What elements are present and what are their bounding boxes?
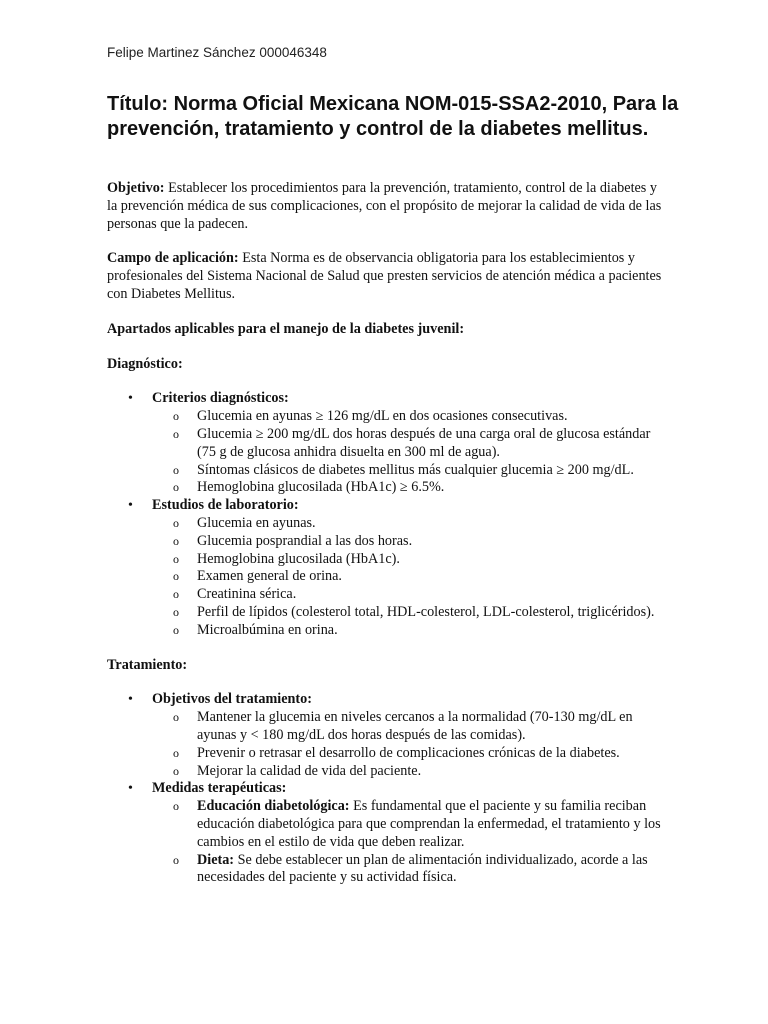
tratamiento-list — [107, 691, 667, 887]
campo-paragraph — [107, 250, 667, 303]
objetivos-label: Objetivos del tratamiento: — [152, 691, 312, 708]
list-item — [152, 852, 667, 888]
objetivo-paragraph — [107, 180, 667, 233]
list-item-text: Mejorar la calidad de vida del paciente. — [197, 762, 422, 779]
bullet-circle-icon: o — [173, 480, 179, 495]
bullet-circle-icon: o — [173, 604, 179, 619]
objetivos-sublist — [152, 709, 667, 780]
objetivo-text: Establecer los procedimientos para la prevención, tratamiento, control de la diabetes y la prevención médica de sus complicaciones, con el propósito de mejorar la calidad de vida de las personas que la padecen. — [107, 180, 662, 232]
objetivos-item — [107, 691, 667, 780]
medidas-item — [107, 780, 667, 887]
list-item-text: Síntomas clásicos de diabetes mellitus más cualquier glucemia ≥ 200 mg/dL. — [197, 461, 634, 478]
criterios-sublist — [152, 408, 667, 497]
list-item-text: Microalbúmina en orina. — [197, 621, 338, 638]
list-item — [152, 604, 667, 622]
tratamiento-heading: Tratamiento: — [107, 656, 188, 673]
criterios-item — [107, 390, 667, 497]
bullet-circle-icon: o — [173, 462, 179, 477]
list-item — [152, 515, 667, 533]
list-item-text: Glucemia en ayunas. — [197, 514, 316, 531]
list-item — [152, 568, 667, 586]
list-item-text: Creatinina sérica. — [197, 586, 297, 603]
medida-text: Se debe establecer un plan de alimentación individualizado, acorde a las necesidades del paciente y su actividad física. — [197, 851, 648, 886]
medidas-sublist — [152, 798, 667, 887]
diagnostico-heading: Diagnóstico: — [107, 355, 183, 372]
bullet-circle-icon: o — [173, 622, 179, 637]
bullet-circle-icon: o — [173, 763, 179, 778]
list-item — [152, 622, 667, 640]
estudios-label: Estudios de laboratorio: — [152, 497, 299, 514]
bullet-dot-icon: • — [128, 781, 133, 797]
list-item — [152, 408, 667, 426]
bullet-circle-icon: o — [173, 710, 179, 725]
list-item — [152, 586, 667, 604]
list-item-text: Glucemia ≥ 200 mg/dL dos horas después de una carga oral de glucosa estándar (75 g de glucosa anhidra disuelta en 300 ml de agua). — [197, 425, 651, 460]
bullet-dot-icon: • — [128, 692, 133, 708]
list-item — [152, 426, 667, 462]
bullet-circle-icon: o — [173, 551, 179, 566]
list-item — [152, 533, 667, 551]
list-item — [152, 763, 667, 781]
bullet-circle-icon: o — [173, 799, 179, 814]
list-item — [152, 551, 667, 569]
list-item-text: Glucemia posprandial a las dos horas. — [197, 532, 413, 549]
list-item-text: Perfil de lípidos (colesterol total, HDL-colesterol, LDL-colesterol, triglicéridos). — [197, 603, 655, 620]
apartados-heading: Apartados aplicables para el manejo de la diabetes juvenil: — [107, 320, 465, 337]
list-item-text: Hemoglobina glucosilada (HbA1c) ≥ 6.5%. — [197, 479, 445, 496]
list-item — [152, 798, 667, 851]
medida-label: Dieta: — [197, 851, 235, 868]
criterios-label: Criterios diagnósticos: — [152, 390, 289, 407]
document-body — [107, 180, 667, 887]
objetivo-label: Objetivo: — [107, 180, 165, 196]
list-item-text: Examen general de orina. — [197, 568, 342, 585]
estudios-item — [107, 497, 667, 639]
list-item — [152, 479, 667, 497]
bullet-dot-icon: • — [128, 391, 133, 407]
bullet-circle-icon: o — [173, 409, 179, 424]
bullet-circle-icon: o — [173, 745, 179, 760]
list-item-text: Glucemia en ayunas ≥ 126 mg/dL en dos ocasiones consecutivas. — [197, 408, 568, 425]
diagnostico-list — [107, 390, 667, 639]
medida-label: Educación diabetológica: — [197, 798, 350, 815]
campo-text: Esta Norma es de observancia obligatoria para los establecimientos y profesionales del Sistema Nacional de Salud que presten servicios de atención médica a pacientes con Diabetes Mellitus. — [107, 250, 662, 302]
bullet-circle-icon: o — [173, 569, 179, 584]
bullet-dot-icon: • — [128, 498, 133, 514]
author-line: Felipe Martinez Sánchez 000046348 — [107, 45, 327, 60]
bullet-circle-icon: o — [173, 587, 179, 602]
medida-text: Es fundamental que el paciente y su familia reciban educación diabetológica para que comprendan la enfermedad, el tratamiento y los cambios en el estilo de vida que deben realizar. — [197, 798, 661, 850]
bullet-circle-icon: o — [173, 426, 179, 441]
bullet-circle-icon: o — [173, 533, 179, 548]
medidas-label: Medidas terapéuticas: — [152, 780, 287, 797]
list-item-text: Prevenir o retrasar el desarrollo de complicaciones crónicas de la diabetes. — [197, 744, 620, 761]
list-item — [152, 745, 667, 763]
bullet-circle-icon: o — [173, 515, 179, 530]
list-item — [152, 462, 667, 480]
list-item — [152, 709, 667, 745]
document-title: Título: Norma Oficial Mexicana NOM-015-SSA2-2010, Para la prevención, tratamiento y control de la diabetes mellitus. — [107, 93, 679, 140]
campo-label: Campo de aplicación: — [107, 250, 239, 267]
estudios-sublist — [152, 515, 667, 640]
list-item-text: Hemoglobina glucosilada (HbA1c). — [197, 550, 400, 567]
bullet-circle-icon: o — [173, 852, 179, 867]
list-item-text: Mantener la glucemia en niveles cercanos a la normalidad (70-130 mg/dL en ayunas y < 180 mg/dL dos horas después de las comidas). — [197, 709, 633, 743]
